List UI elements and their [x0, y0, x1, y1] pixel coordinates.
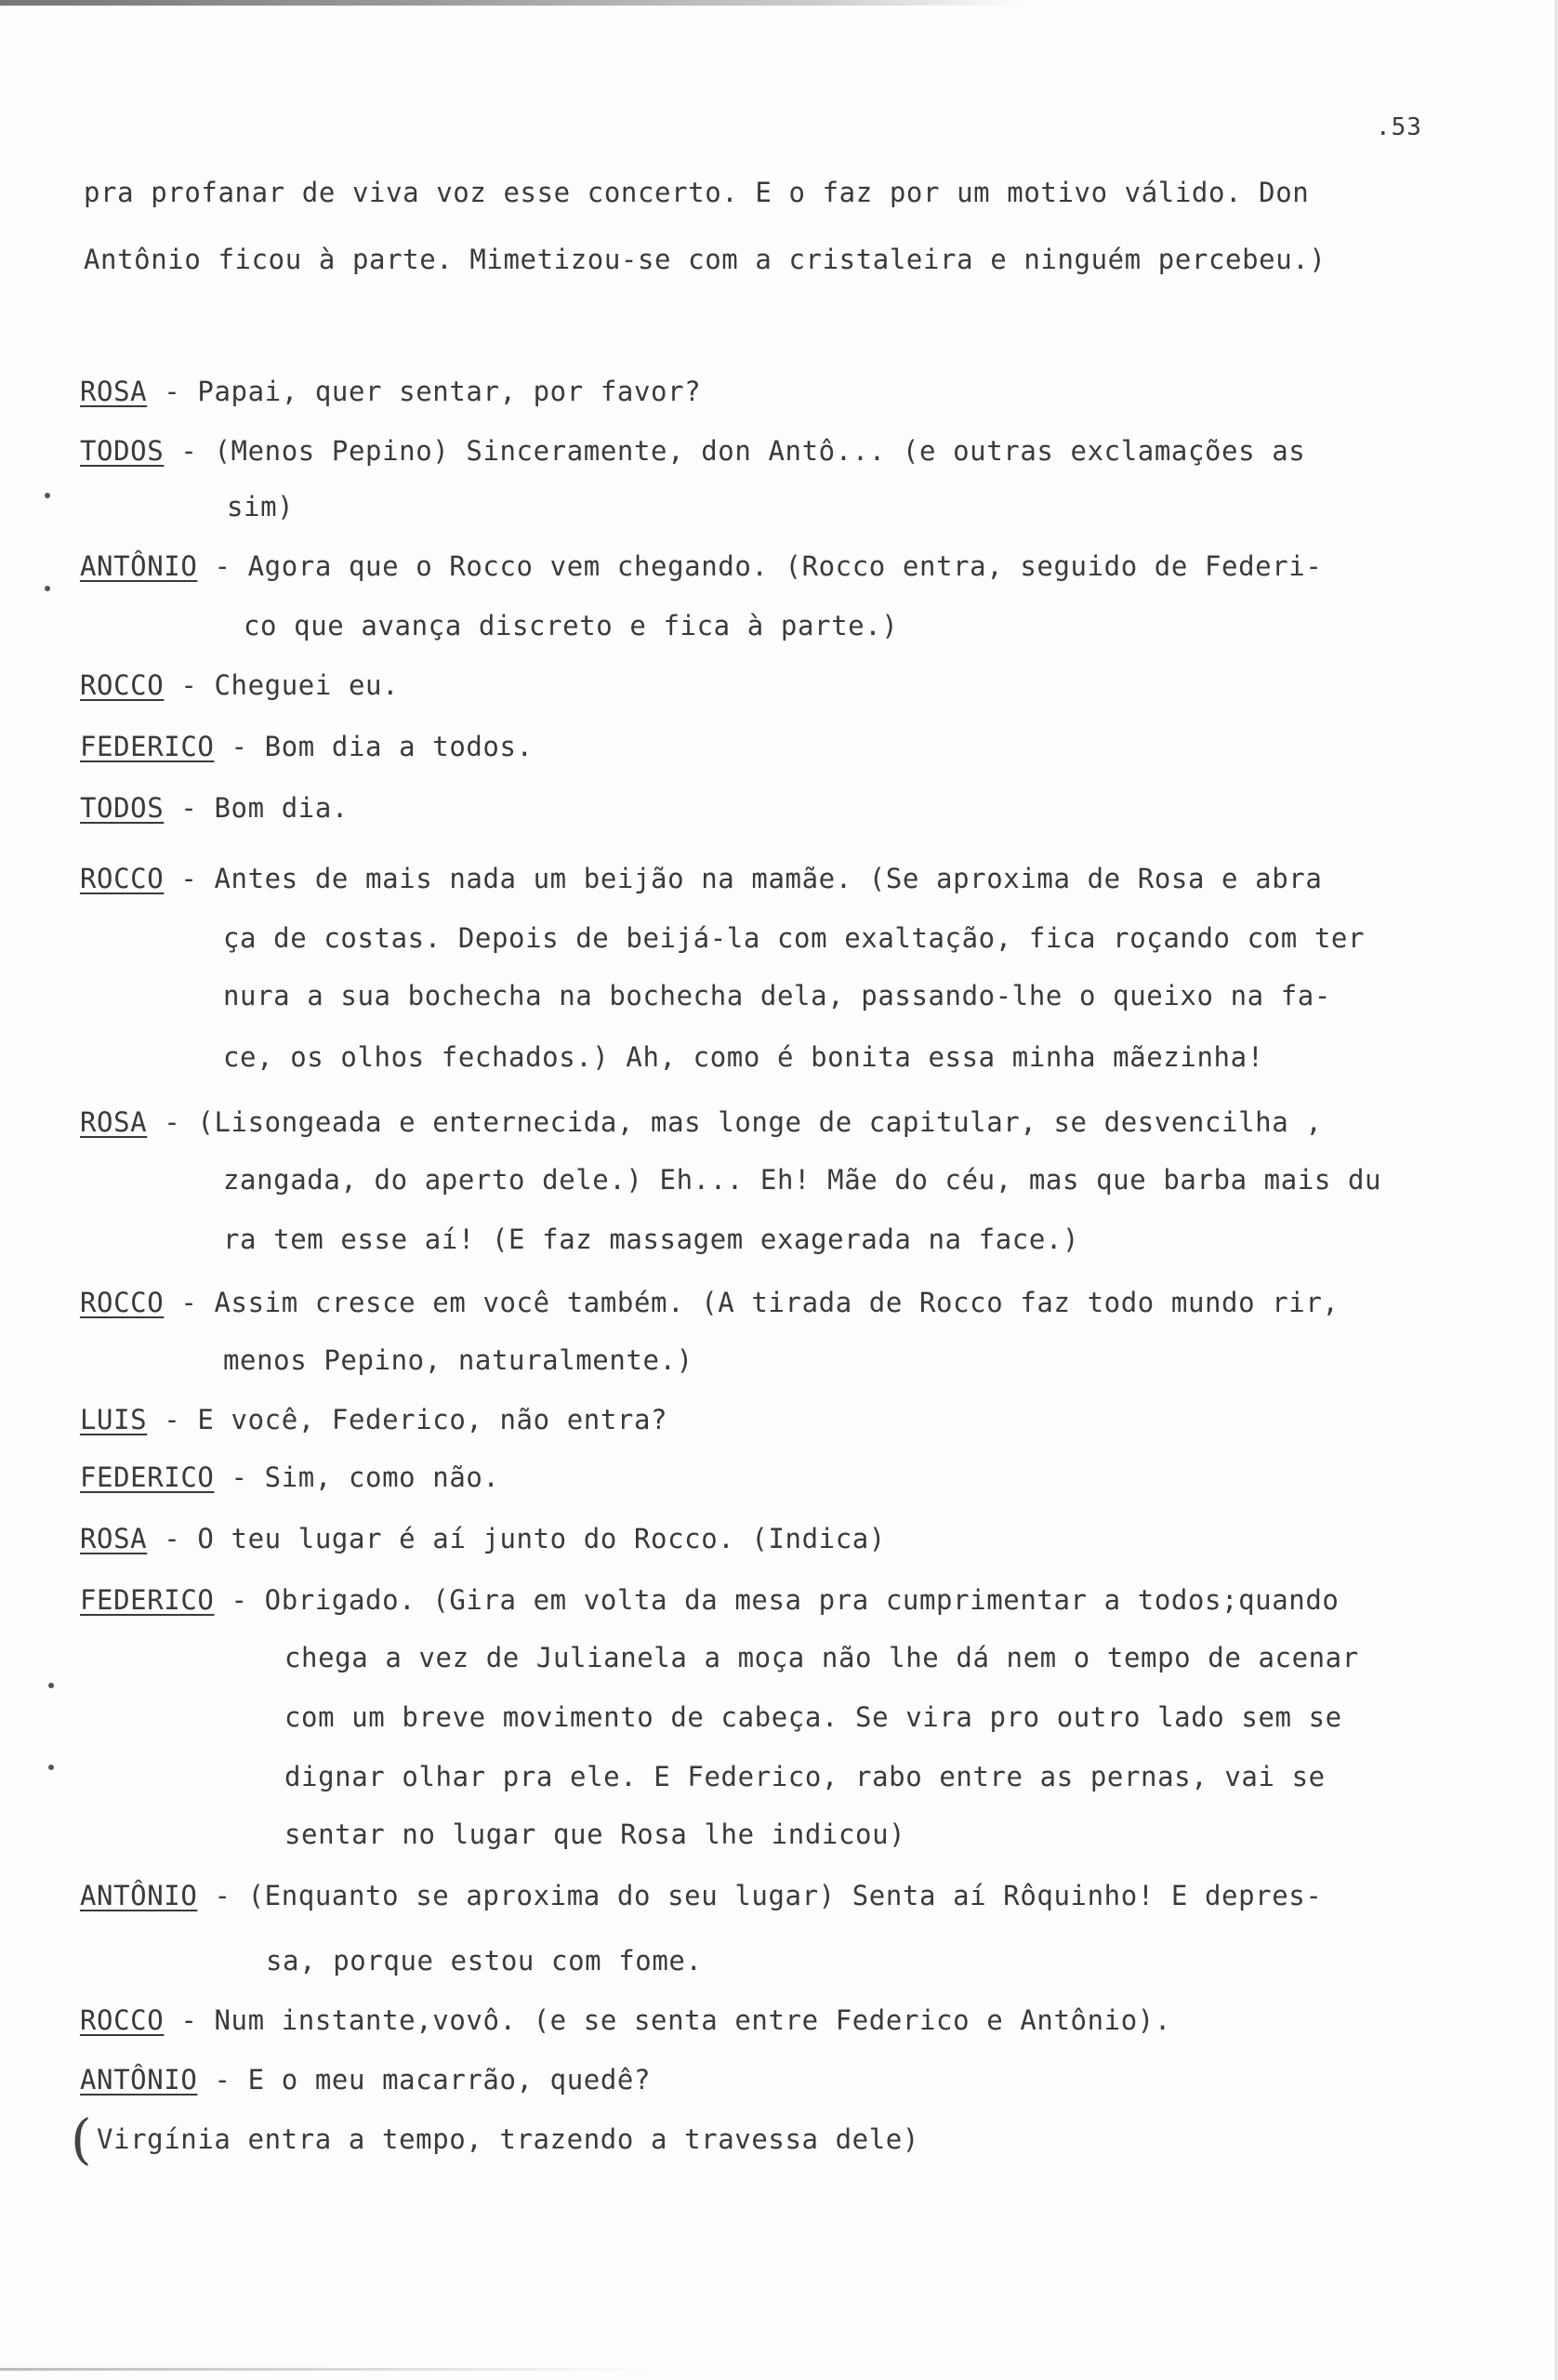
- speaker-name: ROSA: [80, 376, 148, 407]
- line-text: chega a vez de Julianela a moça não lhe dá nem o tempo de acenar: [284, 1642, 1359, 1673]
- dialogue-line: [80, 1880, 1322, 1911]
- dialogue-line: [80, 863, 1322, 894]
- line-text: - (Enquanto se aproxima do seu lugar) Senta aí Rôquinho! E depres-: [197, 1880, 1323, 1911]
- margin-dot: [45, 586, 50, 591]
- speaker-name: ANTÔNIO: [80, 1880, 198, 1911]
- line-text: - Antes de mais nada um beijão na mamãe. (Se aproxima de Rosa e abra: [164, 863, 1323, 894]
- line-text: menos Pepino, naturalmente.): [223, 1344, 693, 1376]
- speaker-name: ROSA: [80, 1523, 148, 1554]
- line-text: - (Lisongeada e enternecida, mas longe de capitular, se desvencilha ,: [147, 1106, 1323, 1138]
- page-number: .53: [1376, 113, 1422, 141]
- continuation-line: [223, 1164, 1381, 1196]
- continuation-line: [223, 1344, 693, 1376]
- dialogue-line: [80, 435, 1305, 467]
- speaker-name: FEDERICO: [80, 1461, 215, 1493]
- dialogue-line: [80, 731, 534, 762]
- speaker-name: FEDERICO: [80, 1584, 215, 1616]
- line-text: - Papai, quer sentar, por favor?: [147, 376, 702, 407]
- speaker-name: ANTÔNIO: [80, 2064, 198, 2096]
- speaker-name: TODOS: [80, 435, 165, 467]
- dialogue-line: [80, 1523, 886, 1554]
- scan-top-edge: [0, 0, 1023, 6]
- speaker-name: LUIS: [80, 1404, 148, 1435]
- line-text: dignar olhar pra ele. E Federico, rabo entre as pernas, vai se: [284, 1761, 1326, 1792]
- line-text: sentar no lugar que Rosa lhe indicou): [284, 1818, 906, 1850]
- dialogue-line: [80, 1584, 1339, 1616]
- line-text: - Cheguei eu.: [164, 669, 400, 701]
- line-text: - Num instante,vovô. (e se senta entre Federico e Antônio).: [164, 2004, 1171, 2036]
- line-text: Antônio ficou à parte. Mimetizou-se com a cristaleira e ninguém percebeu.): [84, 244, 1327, 275]
- dialogue-line: [80, 1287, 1339, 1318]
- line-text: - E você, Federico, não entra?: [147, 1404, 668, 1435]
- speaker-name: ROCCO: [80, 2004, 165, 2036]
- line-text: Virgínia entra a tempo, trazendo a travessa dele): [97, 2123, 919, 2155]
- continuation-line: [223, 1041, 1264, 1073]
- line-text: - Obrigado. (Gira em volta da mesa pra cumprimentar a todos;quando: [214, 1584, 1340, 1616]
- line-text: - Bom dia a todos.: [214, 731, 534, 762]
- line-text: sim): [227, 491, 295, 522]
- speaker-name: ROCCO: [80, 863, 165, 894]
- continuation-line: [97, 2123, 919, 2155]
- line-text: sa, porque estou com fome.: [266, 1945, 703, 1977]
- dialogue-line: [80, 1404, 667, 1435]
- line-text: - Agora que o Rocco vem chegando. (Rocco entra, seguido de Federi-: [197, 550, 1323, 582]
- line-text: ça de costas. Depois de beijá-la com exaltação, fica roçando com ter: [223, 922, 1366, 954]
- dialogue-line: [80, 550, 1322, 582]
- line-text: com um breve movimento de cabeça. Se vira pro outro lado sem se: [284, 1701, 1342, 1733]
- line-text: co que avança discreto e fica à parte.): [244, 610, 899, 641]
- dialogue-line: [80, 376, 701, 407]
- dialogue-line: [80, 2064, 651, 2096]
- continuation-line: [284, 1761, 1326, 1792]
- margin-dot: [48, 1765, 54, 1770]
- dialogue-line: [80, 669, 399, 701]
- speaker-name: ROCCO: [80, 669, 165, 701]
- continuation-line: [244, 610, 898, 641]
- margin-dot: [45, 493, 50, 498]
- continuation-line: [84, 177, 1309, 208]
- continuation-line: [266, 1945, 703, 1977]
- speaker-name: ANTÔNIO: [80, 550, 198, 582]
- line-text: ce, os olhos fechados.) Ah, como é bonita essa minha mãezinha!: [223, 1041, 1264, 1073]
- line-text: - O teu lugar é aí junto do Rocco. (Indica): [147, 1523, 886, 1554]
- line-text: pra profanar de viva voz esse concerto. E o faz por um motivo válido. Don: [84, 177, 1310, 208]
- continuation-line: [223, 1223, 1079, 1255]
- margin-dot: [48, 1683, 54, 1688]
- continuation-line: [223, 980, 1331, 1012]
- speaker-name: FEDERICO: [80, 731, 215, 762]
- line-text: ra tem esse aí! (E faz massagem exagerada na face.): [223, 1223, 1080, 1255]
- speaker-name: TODOS: [80, 792, 165, 824]
- continuation-line: [284, 1701, 1342, 1733]
- dialogue-line: [80, 792, 349, 824]
- speaker-name: ROCCO: [80, 1287, 165, 1318]
- line-text: - Assim cresce em você também. (A tirada de Rocco faz todo mundo rir,: [164, 1287, 1340, 1318]
- line-text: - Sim, como não.: [214, 1461, 500, 1493]
- line-text: - Bom dia.: [164, 792, 349, 824]
- line-text: zangada, do aperto dele.) Eh... Eh! Mãe do céu, mas que barba mais du: [223, 1164, 1382, 1196]
- scan-right-edge: [1554, 0, 1558, 2380]
- line-text: nura a sua bochecha na bochecha dela, passando-lhe o queixo na fa-: [223, 980, 1331, 1012]
- continuation-line: [284, 1642, 1359, 1673]
- line-text: - E o meu macarrão, quedê?: [197, 2064, 652, 2096]
- speaker-name: ROSA: [80, 1106, 148, 1138]
- continuation-line: [284, 1818, 905, 1850]
- continuation-line: [227, 491, 294, 522]
- dialogue-line: [80, 1461, 500, 1493]
- dialogue-line: [80, 1106, 1322, 1138]
- continuation-line: [223, 922, 1365, 954]
- dialogue-line: [80, 2004, 1171, 2036]
- continuation-line: [84, 244, 1326, 275]
- scan-bottom-edge: [0, 2368, 651, 2371]
- open-parenthesis: (: [71, 2108, 92, 2171]
- line-text: - (Menos Pepino) Sinceramente, don Antô... (e outras exclamações as: [164, 435, 1306, 467]
